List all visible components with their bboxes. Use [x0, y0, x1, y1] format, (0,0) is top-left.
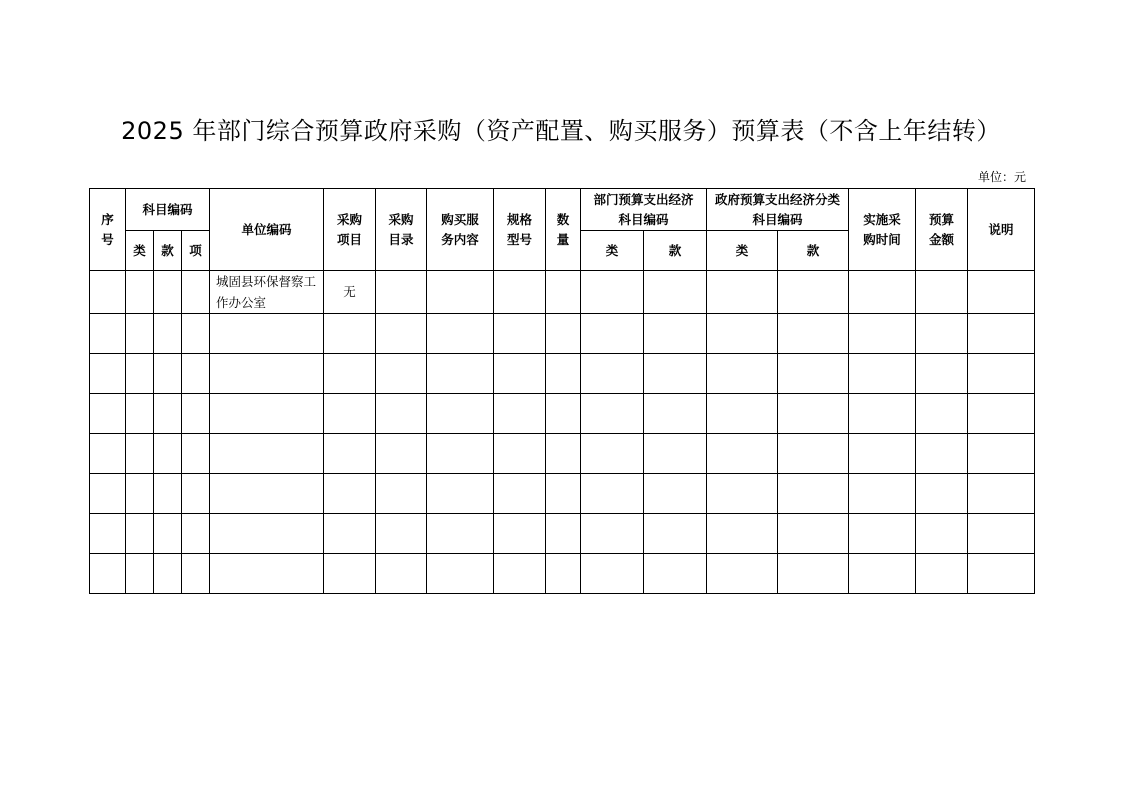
table-cell	[968, 474, 1035, 514]
table-cell	[126, 474, 154, 514]
table-cell	[546, 271, 581, 314]
header-lei: 类	[126, 231, 154, 271]
table-cell	[126, 354, 154, 394]
header-unit-code: 单位编码	[210, 189, 324, 271]
table-cell	[778, 554, 849, 594]
table-cell	[581, 554, 644, 594]
table-cell	[126, 314, 154, 354]
table-cell	[916, 554, 968, 594]
table-cell	[778, 271, 849, 314]
header-gov-kuan: 款	[778, 231, 849, 271]
table-cell	[154, 554, 182, 594]
table-cell	[916, 434, 968, 474]
table-cell	[916, 354, 968, 394]
table-cell	[707, 514, 778, 554]
table-cell	[581, 394, 644, 434]
table-cell	[376, 354, 427, 394]
unit-label: 单位：元	[977, 170, 1026, 184]
budget-table	[89, 188, 1035, 594]
table-cell	[707, 354, 778, 394]
table-cell	[546, 314, 581, 354]
cell-purchase-item	[324, 434, 376, 474]
table-cell	[581, 434, 644, 474]
table-row	[90, 354, 1035, 394]
table-cell	[644, 554, 707, 594]
table-cell	[154, 514, 182, 554]
table-cell	[494, 554, 546, 594]
cell-purchase-item	[324, 474, 376, 514]
table-cell	[968, 554, 1035, 594]
header-budget-amount: 预算金额	[916, 189, 968, 271]
header-dept-econ: 部门预算支出经济科目编码	[581, 189, 707, 231]
table-cell	[707, 434, 778, 474]
table-cell	[154, 314, 182, 354]
cell-unit	[210, 514, 324, 554]
cell-unit	[210, 314, 324, 354]
table-cell	[90, 474, 126, 514]
header-quantity: 数量	[546, 189, 581, 271]
header-impl-time: 实施采购时间	[849, 189, 916, 271]
table-cell	[968, 271, 1035, 314]
table-cell	[849, 554, 916, 594]
table-cell	[376, 514, 427, 554]
header-gov-lei: 类	[707, 231, 778, 271]
cell-unit: 城固县环保督察工作办公室	[210, 271, 324, 314]
table-cell	[376, 434, 427, 474]
table-cell	[916, 271, 968, 314]
cell-purchase-item	[324, 354, 376, 394]
table-cell	[90, 314, 126, 354]
table-cell	[546, 514, 581, 554]
table-row	[90, 314, 1035, 354]
table-cell	[182, 271, 210, 314]
table-cell	[182, 354, 210, 394]
table-cell	[916, 314, 968, 354]
table-cell	[778, 394, 849, 434]
table-cell	[427, 434, 494, 474]
table-cell	[644, 314, 707, 354]
table-cell	[849, 474, 916, 514]
table-cell	[849, 314, 916, 354]
table-cell	[126, 271, 154, 314]
table-cell	[427, 271, 494, 314]
table-cell	[644, 474, 707, 514]
table-cell	[90, 394, 126, 434]
table-cell	[968, 514, 1035, 554]
table-cell	[376, 554, 427, 594]
table-cell	[546, 394, 581, 434]
table-cell	[546, 434, 581, 474]
table-cell	[182, 474, 210, 514]
table-cell	[778, 474, 849, 514]
table-cell	[494, 394, 546, 434]
header-subject-code: 科目编码	[126, 189, 210, 231]
table-cell	[644, 394, 707, 434]
table-cell	[916, 474, 968, 514]
table-cell	[644, 271, 707, 314]
table-cell	[182, 554, 210, 594]
table-row	[90, 434, 1035, 474]
table-cell	[644, 434, 707, 474]
table-cell	[427, 554, 494, 594]
table-cell	[581, 514, 644, 554]
table-cell	[182, 514, 210, 554]
table-cell	[707, 474, 778, 514]
table-cell	[849, 354, 916, 394]
table-cell	[427, 354, 494, 394]
table-cell	[90, 354, 126, 394]
header-row-1	[90, 189, 1035, 231]
table-cell	[707, 554, 778, 594]
cell-unit	[210, 554, 324, 594]
table-cell	[126, 434, 154, 474]
table-row	[90, 554, 1035, 594]
table-cell	[916, 514, 968, 554]
table-cell	[154, 394, 182, 434]
table-row	[90, 514, 1035, 554]
table-cell	[427, 394, 494, 434]
header-xiang: 项	[182, 231, 210, 271]
header-gov-econ: 政府预算支出经济分类科目编码	[707, 189, 849, 231]
table-cell	[182, 314, 210, 354]
table-cell	[707, 271, 778, 314]
cell-purchase-item	[324, 314, 376, 354]
table-cell	[427, 474, 494, 514]
header-dept-lei: 类	[581, 231, 644, 271]
table-cell	[494, 514, 546, 554]
table-cell	[494, 474, 546, 514]
table-cell	[546, 354, 581, 394]
cell-purchase-item	[324, 514, 376, 554]
header-seq: 序号	[90, 189, 126, 271]
table-cell	[182, 434, 210, 474]
table-cell	[427, 514, 494, 554]
table-cell	[546, 554, 581, 594]
table-cell	[778, 434, 849, 474]
table-cell	[968, 354, 1035, 394]
cell-unit	[210, 434, 324, 474]
table-cell	[154, 354, 182, 394]
table-cell	[90, 271, 126, 314]
table-row	[90, 474, 1035, 514]
cell-unit	[210, 474, 324, 514]
table-cell	[581, 271, 644, 314]
cell-purchase-item	[324, 554, 376, 594]
table-cell	[376, 314, 427, 354]
table-cell	[581, 474, 644, 514]
table-cell	[968, 434, 1035, 474]
table-cell	[849, 514, 916, 554]
table-cell	[494, 271, 546, 314]
table-cell	[126, 394, 154, 434]
header-service-content: 购买服务内容	[427, 189, 494, 271]
table-cell	[581, 354, 644, 394]
header-spec-model: 规格型号	[494, 189, 546, 271]
table-cell	[968, 314, 1035, 354]
header-dept-kuan: 款	[644, 231, 707, 271]
table-row	[90, 394, 1035, 434]
table-cell	[376, 271, 427, 314]
table-cell	[154, 474, 182, 514]
table-row	[90, 271, 1035, 314]
table-cell	[644, 354, 707, 394]
table-cell	[154, 434, 182, 474]
table-cell	[427, 314, 494, 354]
table-cell	[849, 271, 916, 314]
header-remarks: 说明	[968, 189, 1035, 271]
table-cell	[376, 394, 427, 434]
table-cell	[90, 554, 126, 594]
table-body	[90, 271, 1035, 594]
cell-purchase-item: 无	[324, 271, 376, 314]
table-cell	[707, 314, 778, 354]
table-cell	[849, 434, 916, 474]
table-cell	[126, 554, 154, 594]
header-purchase-item: 采购项目	[324, 189, 376, 271]
table-cell	[968, 394, 1035, 434]
table-cell	[778, 514, 849, 554]
table-cell	[494, 434, 546, 474]
table-cell	[707, 394, 778, 434]
table-cell	[90, 434, 126, 474]
table-cell	[778, 314, 849, 354]
header-kuan: 款	[154, 231, 182, 271]
table-cell	[154, 271, 182, 314]
cell-unit	[210, 354, 324, 394]
table-cell	[778, 354, 849, 394]
table-cell	[376, 474, 427, 514]
cell-purchase-item	[324, 394, 376, 434]
table-cell	[494, 354, 546, 394]
header-purchase-catalog: 采购目录	[376, 189, 427, 271]
table-cell	[90, 514, 126, 554]
page-title: 2025 年部门综合预算政府采购（资产配置、购买服务）预算表（不含上年结转）	[121, 117, 1001, 145]
table-cell	[644, 514, 707, 554]
cell-unit	[210, 394, 324, 434]
table-cell	[126, 514, 154, 554]
table-cell	[494, 314, 546, 354]
table-cell	[546, 474, 581, 514]
table-cell	[581, 314, 644, 354]
table-cell	[916, 394, 968, 434]
table-cell	[182, 394, 210, 434]
table-cell	[849, 394, 916, 434]
